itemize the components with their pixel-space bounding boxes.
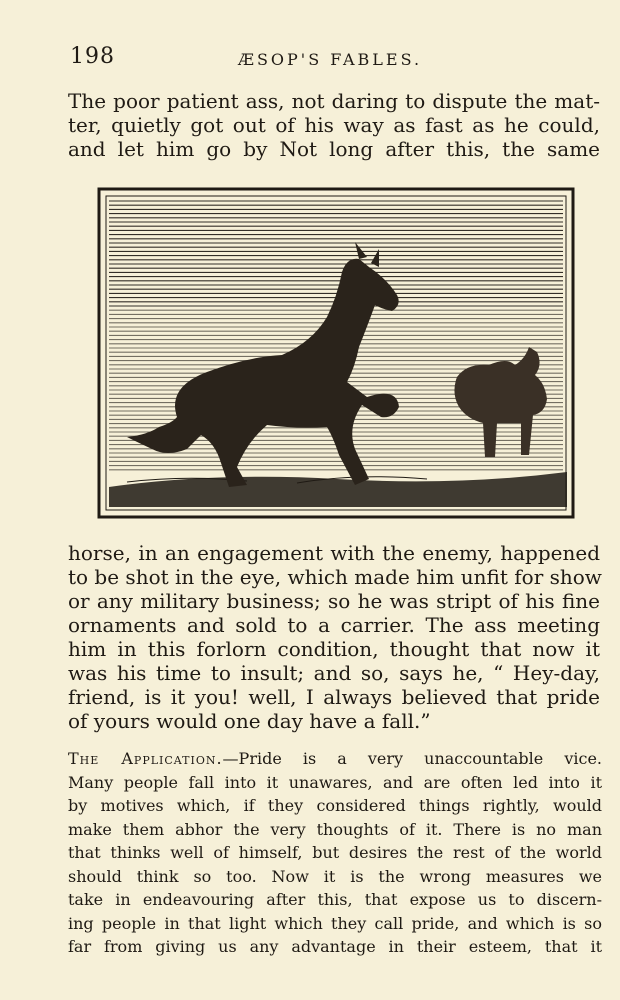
text-line: was his time to insult; and so, says he, “ Hey-day,: [68, 661, 600, 685]
text-line: far from giving us any advantage in their esteem, that it: [68, 937, 602, 956]
paragraph-top: [68, 89, 600, 161]
text-line: to be shot in the eye, which made him unfit for show: [68, 565, 602, 589]
text-line: ing people in that light which they call pride, and which is so: [68, 913, 602, 933]
text-line: of yours would one day have a fall.”: [68, 709, 431, 733]
paragraph-continued: [68, 541, 600, 733]
text-line: that thinks well of himself, but desires the rest of the world: [68, 843, 602, 862]
text-line: horse, in an engagement with the enemy, happened: [68, 541, 600, 565]
application-first-line-text: —Pride is a very unaccountable vice.: [222, 749, 602, 768]
application-heading: The Application.: [68, 749, 223, 768]
horse-and-ass-engraving: [97, 187, 575, 519]
text-line: take in endeavouring after this, that expose us to discern-: [68, 890, 602, 909]
text-line: Many people fall into it unawares, and are often led into it: [68, 772, 602, 792]
page-number: 198: [70, 44, 115, 69]
ground: [109, 472, 567, 507]
text-line: The poor patient ass, not daring to dispute the mat-: [68, 89, 600, 113]
application-paragraph: [68, 747, 602, 959]
text-line: make them abhor the very thoughts of it. There is no man: [68, 819, 602, 839]
text-line: and let him go by Not long after this, the same: [68, 137, 600, 161]
text-line: ornaments and sold to a carrier. The ass meeting: [68, 613, 600, 637]
text-line: by motives which, if they considered things rightly, would: [68, 796, 602, 815]
text-line: friend, is it you! well, I always believed that pride: [68, 685, 600, 709]
application-first-line: [68, 747, 602, 771]
text-line: him in this forlorn condition, thought that now it: [68, 637, 600, 661]
text-line: ter, quietly got out of his way as fast as he could,: [68, 113, 600, 137]
text-line: should think so too. Now it is the wrong measures we: [68, 866, 602, 886]
text-line: or any military business; so he was stript of his fine: [68, 589, 600, 613]
running-title: ÆSOP'S FABLES.: [237, 50, 423, 69]
